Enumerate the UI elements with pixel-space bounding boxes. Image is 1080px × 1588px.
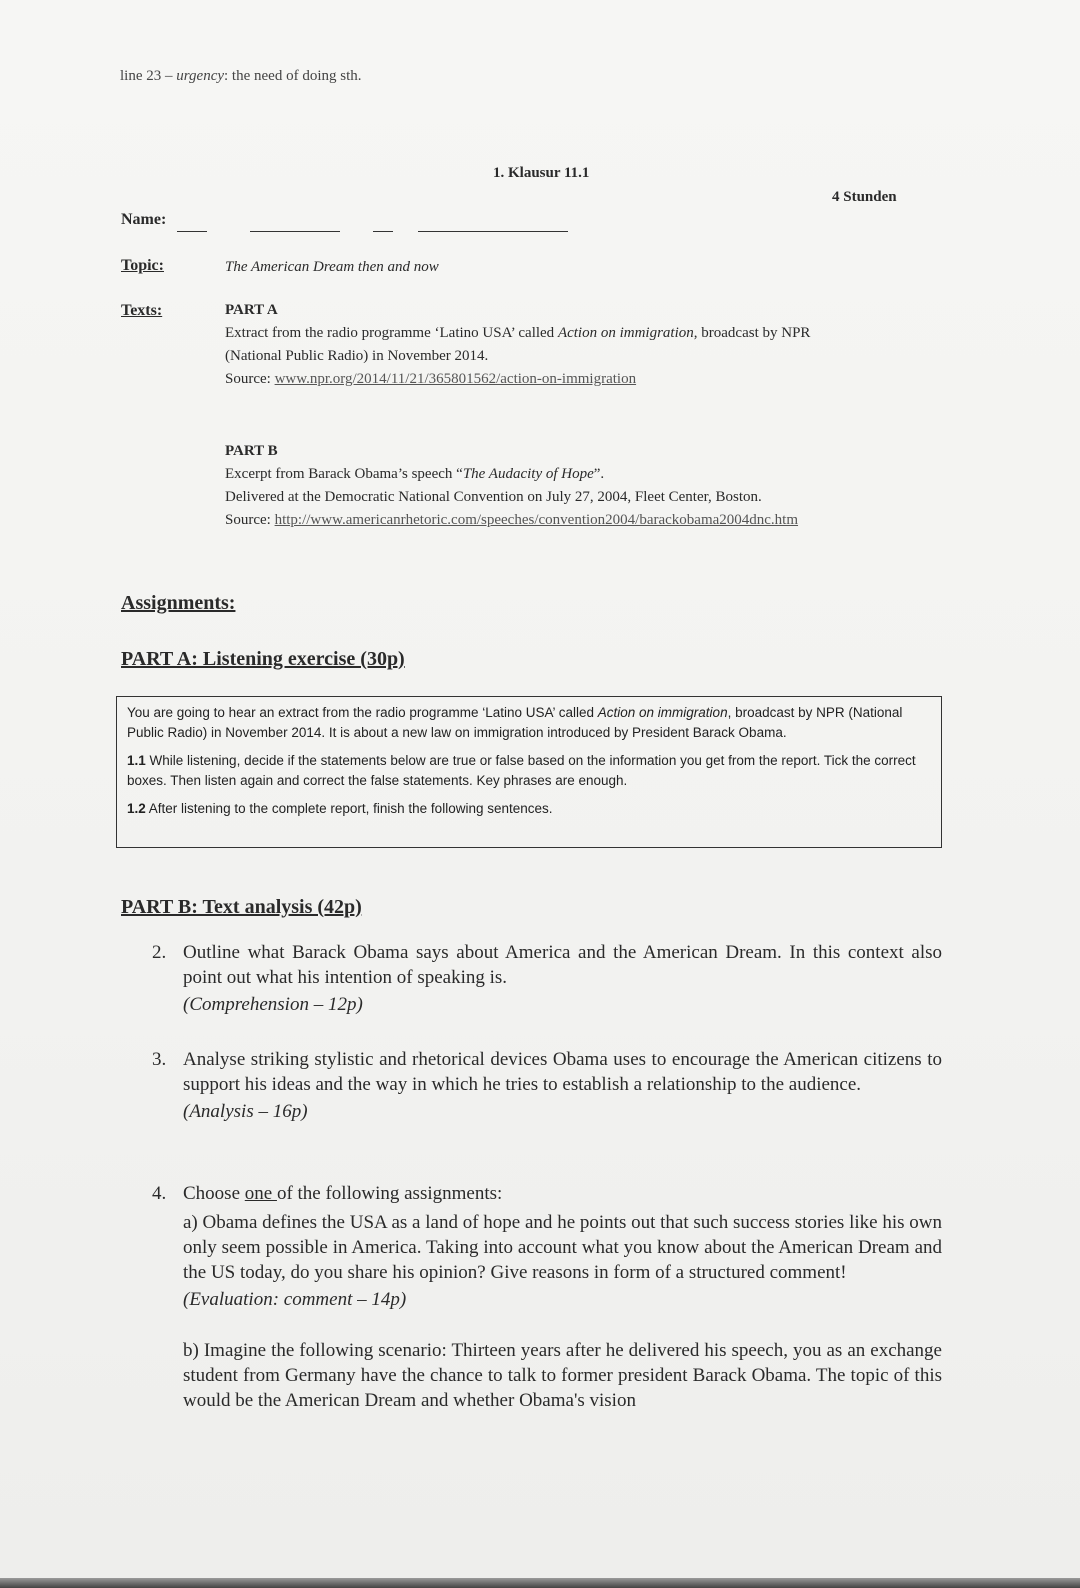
task-2-points: (Comprehension – 12p) [183, 994, 363, 1015]
name-field-line[interactable] [373, 231, 393, 232]
task-3-text: Analyse striking stylistic and rhetorical devices Obama uses to encourage the American citizens to support his ideas and the way in which he tries to establish a relationship to the audience. [183, 1049, 942, 1095]
name-field-line[interactable] [177, 231, 207, 232]
topic-value: The American Dream then and now [225, 259, 439, 275]
part-b-description-2: Delivered at the Democratic National Convention on July 27, 2004, Fleet Center, Boston. [225, 489, 762, 505]
intro-program-title: Action on immigration [597, 705, 728, 720]
name-field-line[interactable] [418, 231, 568, 232]
part-a-source [225, 368, 935, 391]
task-1-1-number: 1.1 [127, 753, 146, 768]
task-4 [152, 1181, 942, 1413]
task-3-number: 3. [152, 1049, 167, 1070]
task-1-2-number: 1.2 [127, 801, 146, 816]
name-label: Name: [121, 211, 167, 228]
part-a-source-link[interactable]: www.npr.org/2014/11/21/365801562/action-on-immigration [274, 371, 637, 387]
part-b-source-block [225, 440, 935, 532]
part-a-description [225, 322, 935, 345]
intro-text: , broadcast by NPR (National Public Radio) in November 2014. It is about a new law on immigration introduced by President Barack Obama. [127, 705, 903, 740]
source-label: Source: [225, 512, 275, 528]
task-2 [152, 940, 942, 1017]
part-a-desc-text: Extract from the radio programme ‘Latino USA’ called [225, 325, 558, 341]
scan-edge [0, 1578, 1080, 1588]
exam-duration: 4 Stunden [832, 189, 897, 205]
part-b-source [225, 509, 935, 532]
task-3 [152, 1047, 942, 1124]
part-b-speech-title: The Audacity of Hope [462, 466, 594, 482]
topic-label: Topic: [121, 257, 164, 274]
note-prefix: line 23 – [120, 68, 177, 84]
note-term: urgency [176, 68, 225, 84]
name-field-line[interactable] [250, 231, 340, 232]
task-4a-text: a) Obama defines the USA as a land of hope and he points out that such success stories like his own only seem possible in America. Taking into account what you know about the American Dream and the US today, do you share his opinion? Give reasons in form of a structured comment! [183, 1212, 942, 1283]
part-b-desc-text: ”. [593, 466, 605, 482]
exam-title: 1. Klausur 11.1 [493, 165, 590, 181]
task-4-number: 4. [152, 1183, 167, 1204]
task-4b-text: b) Imagine the following scenario: Thirteen years after he delivered his speech, you as an exchange student from Germany have the chance to talk to former president Barack Obama. The topic of this would be the American Dream and whether Obama's vision [183, 1340, 942, 1411]
part-b-title: PART B: Text analysis (42p) [121, 896, 362, 918]
part-a-heading: PART A [225, 302, 278, 318]
task-4-intro-emphasis: one [244, 1183, 277, 1204]
assignments-heading: Assignments: [121, 592, 236, 614]
part-a-title: PART A: Listening exercise (30p) [121, 648, 405, 670]
task-2-number: 2. [152, 942, 167, 963]
task-2-text: Outline what Barack Obama says about America and the American Dream. In this context also point out what his intention of speaking is. [183, 942, 942, 988]
listening-instructions-box [116, 696, 942, 848]
texts-label: Texts: [121, 302, 163, 319]
task-1-1-text: While listening, decide if the statements below are true or false based on the information you get from the report. Tick the correct boxes. Then listen again and correct the false statements. Key phrases are enough. [127, 753, 916, 788]
part-b-heading: PART B [225, 443, 278, 459]
part-b-source-link[interactable]: http://www.americanrhetoric.com/speeches/convention2004/barackobama2004dnc.htm [274, 512, 799, 528]
task-4-intro-text: of the following assignments: [276, 1183, 503, 1204]
part-a-source-block [225, 299, 935, 391]
task-1-2 [127, 799, 931, 819]
listening-intro [127, 703, 931, 743]
task-4-intro-text: Choose [183, 1183, 245, 1204]
task-4a-points: (Evaluation: comment – 14p) [183, 1289, 407, 1310]
part-a-description-2: (National Public Radio) in November 2014. [225, 348, 489, 364]
task-3-points: (Analysis – 16p) [183, 1101, 308, 1122]
task-4-intro [183, 1181, 942, 1206]
part-a-program-title: Action on immigration [557, 325, 694, 341]
vocabulary-note [120, 68, 362, 85]
task-1-1 [127, 751, 931, 791]
source-label: Source: [225, 371, 275, 387]
part-b-description [225, 463, 935, 486]
part-b-desc-text: Excerpt from Barack Obama’s speech “ [225, 466, 463, 482]
note-definition: : the need of doing sth. [224, 68, 362, 84]
task-1-2-text: After listening to the complete report, finish the following sentences. [145, 801, 553, 816]
intro-text: You are going to hear an extract from the radio programme ‘Latino USA’ called [127, 705, 598, 720]
part-a-desc-text: , broadcast by NPR [693, 325, 811, 341]
